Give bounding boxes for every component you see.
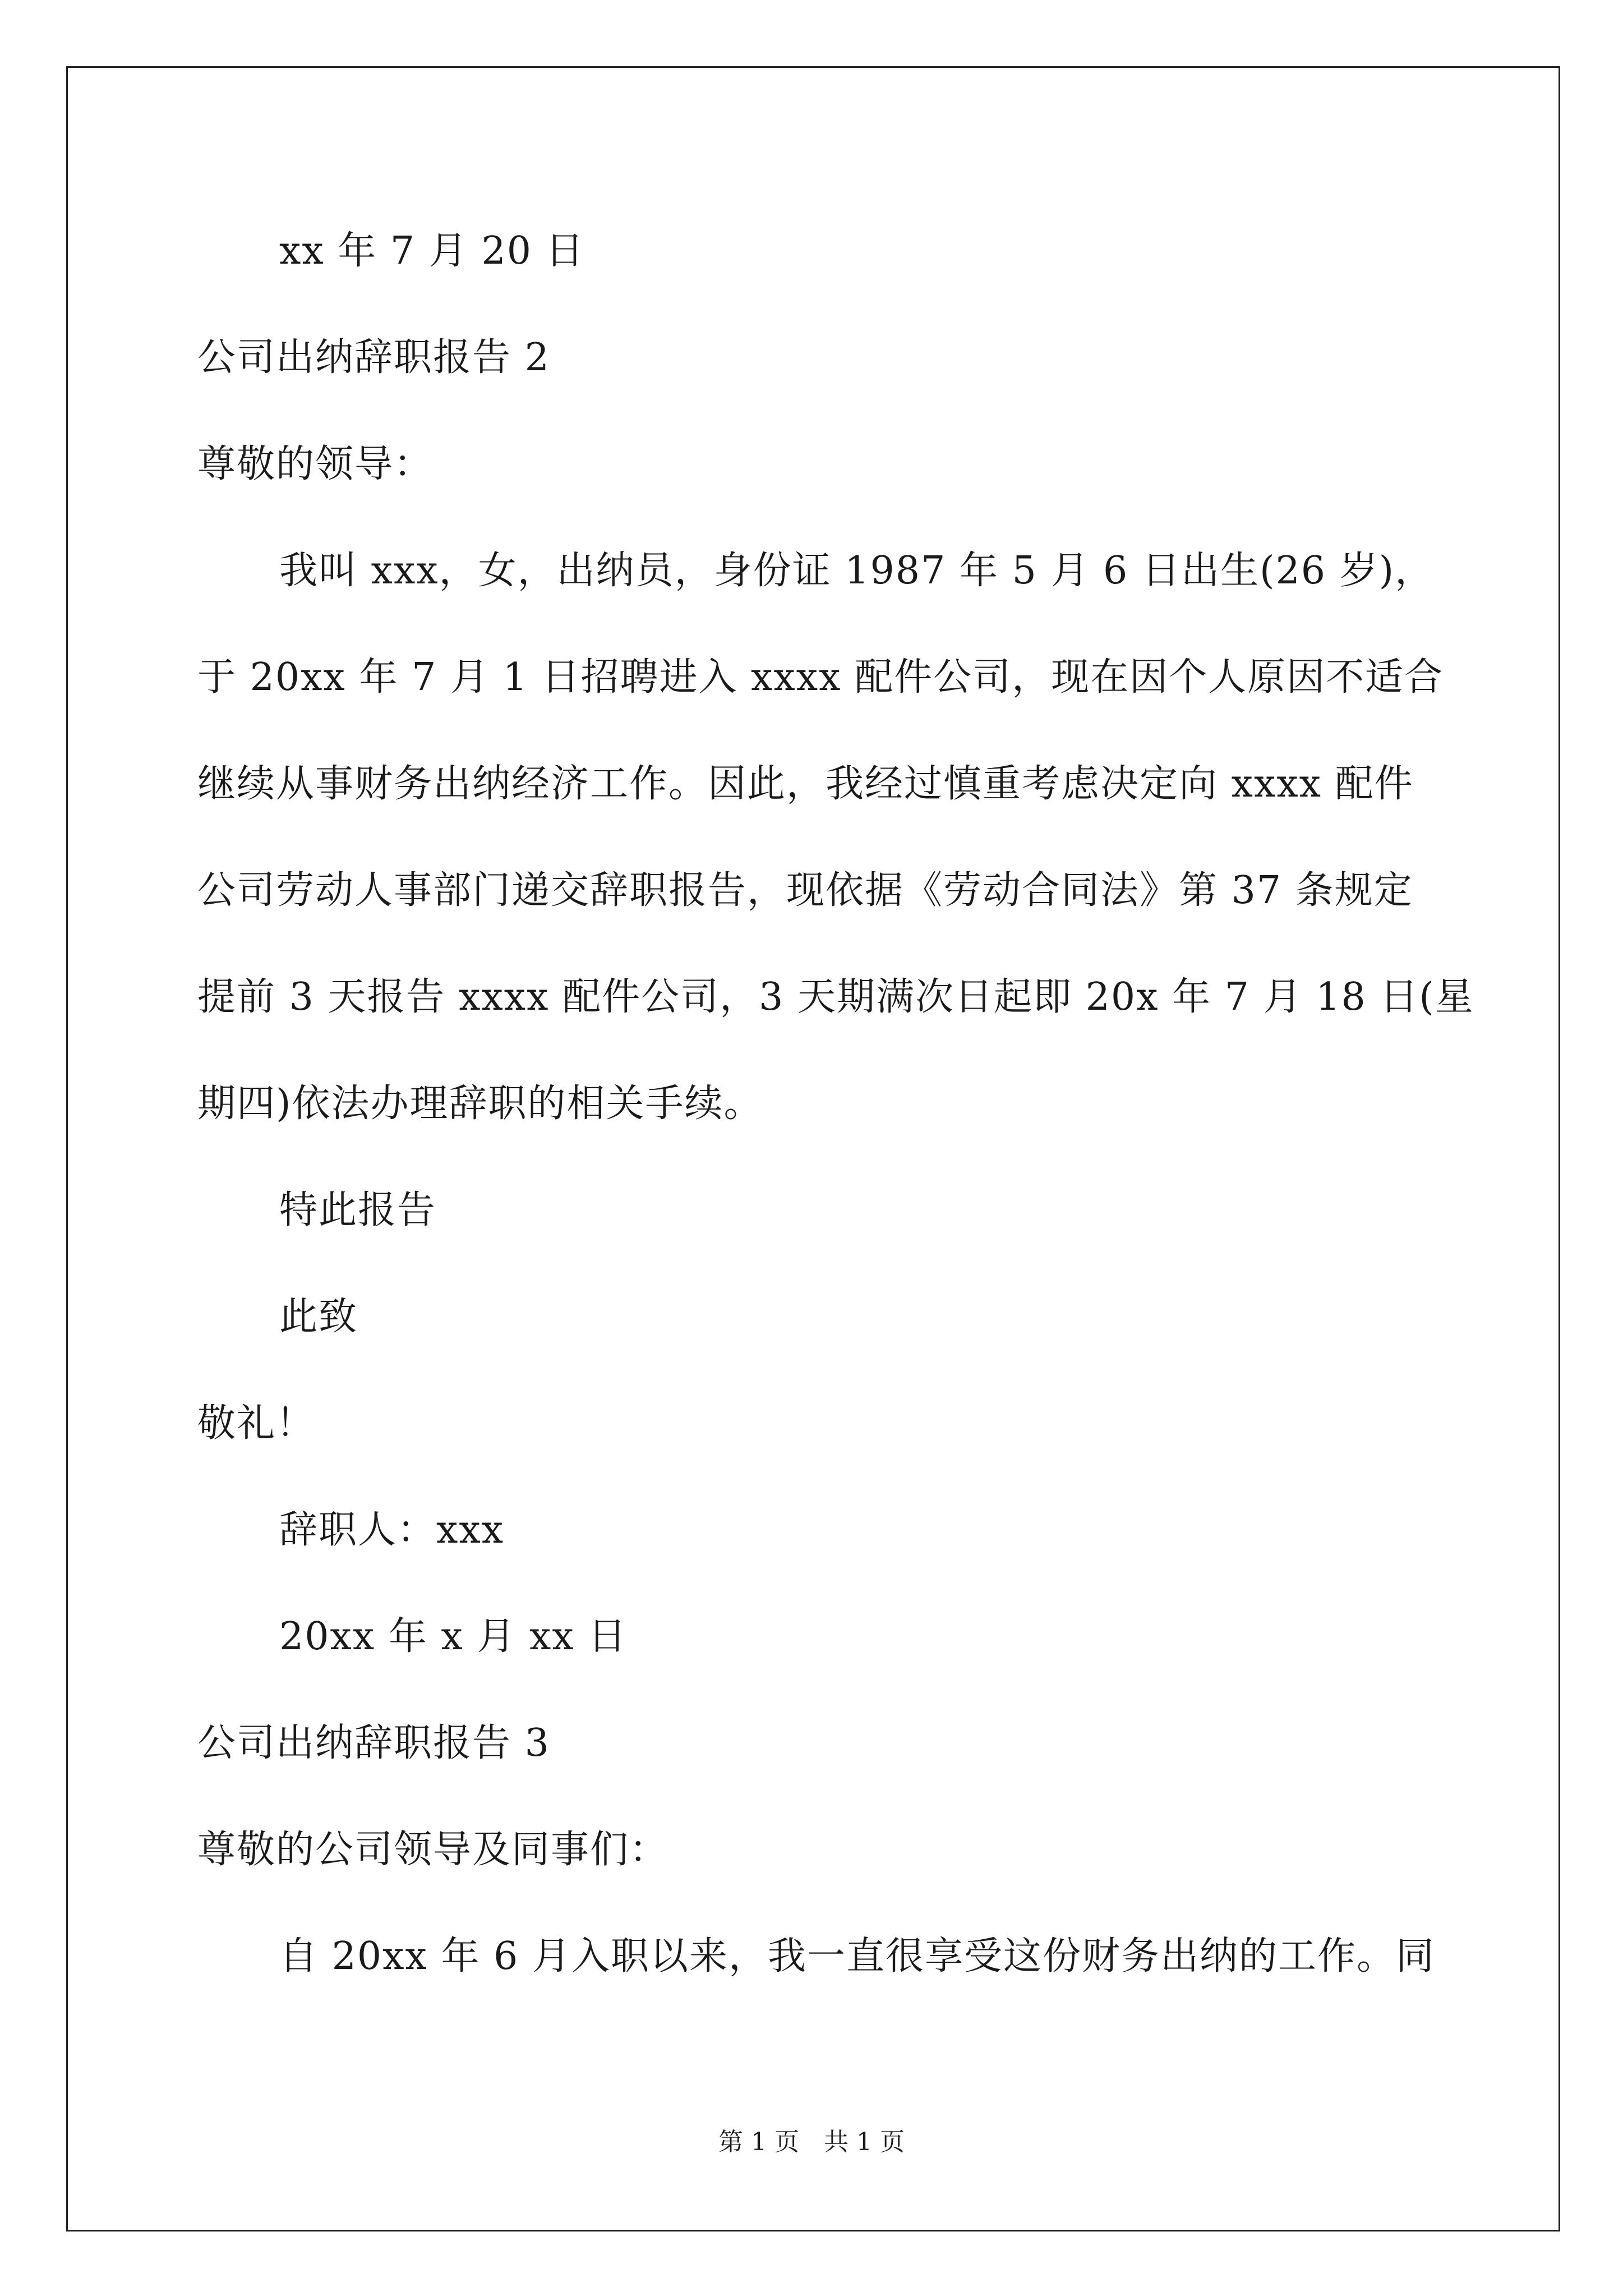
body-line: 期四)依法办理辞职的相关手续。 [197, 1082, 763, 1126]
section-title-2: 公司出纳辞职报告 2 [197, 335, 550, 380]
body-line: 继续从事财务出纳经济工作。因此，我经过慎重考虑决定向 xxxx 配件 [197, 762, 1414, 806]
page-number: 第 1 页 共 1 页 [718, 2128, 905, 2156]
signature: 辞职人：xxx [279, 1508, 505, 1552]
salutation: 尊敬的领导： [197, 442, 434, 486]
body-line: 公司劳动人事部门递交辞职报告，现依据《劳动合同法》第 37 条规定 [197, 868, 1413, 913]
salutation: 尊敬的公司领导及同事们： [197, 1828, 669, 1872]
body-line: 我叫 xxx，女，出纳员，身份证 1987 年 5 月 6 日出生(26 岁)， [279, 549, 1435, 593]
section-title-3: 公司出纳辞职报告 3 [197, 1721, 550, 1765]
page-border [66, 66, 1560, 2231]
signature-date: 20xx 年 x 月 xx 日 [279, 1614, 628, 1659]
closing-greeting: 此致 [279, 1295, 358, 1339]
closing-statement: 特此报告 [279, 1188, 437, 1232]
body-line: 提前 3 天报告 xxxx 配件公司，3 天期满次日起即 20x 年 7 月 18 日(星 [197, 975, 1474, 1019]
letter-date: xx 年 7 月 20 日 [279, 229, 585, 273]
body-line: 自 20xx 年 6 月入职以来，我一直很享受这份财务出纳的工作。同 [279, 1934, 1435, 1978]
body-line: 于 20xx 年 7 月 1 日招聘进入 xxxx 配件公司，现在因个人原因不适合 [197, 655, 1444, 700]
closing-salute: 敬礼！ [197, 1401, 316, 1446]
